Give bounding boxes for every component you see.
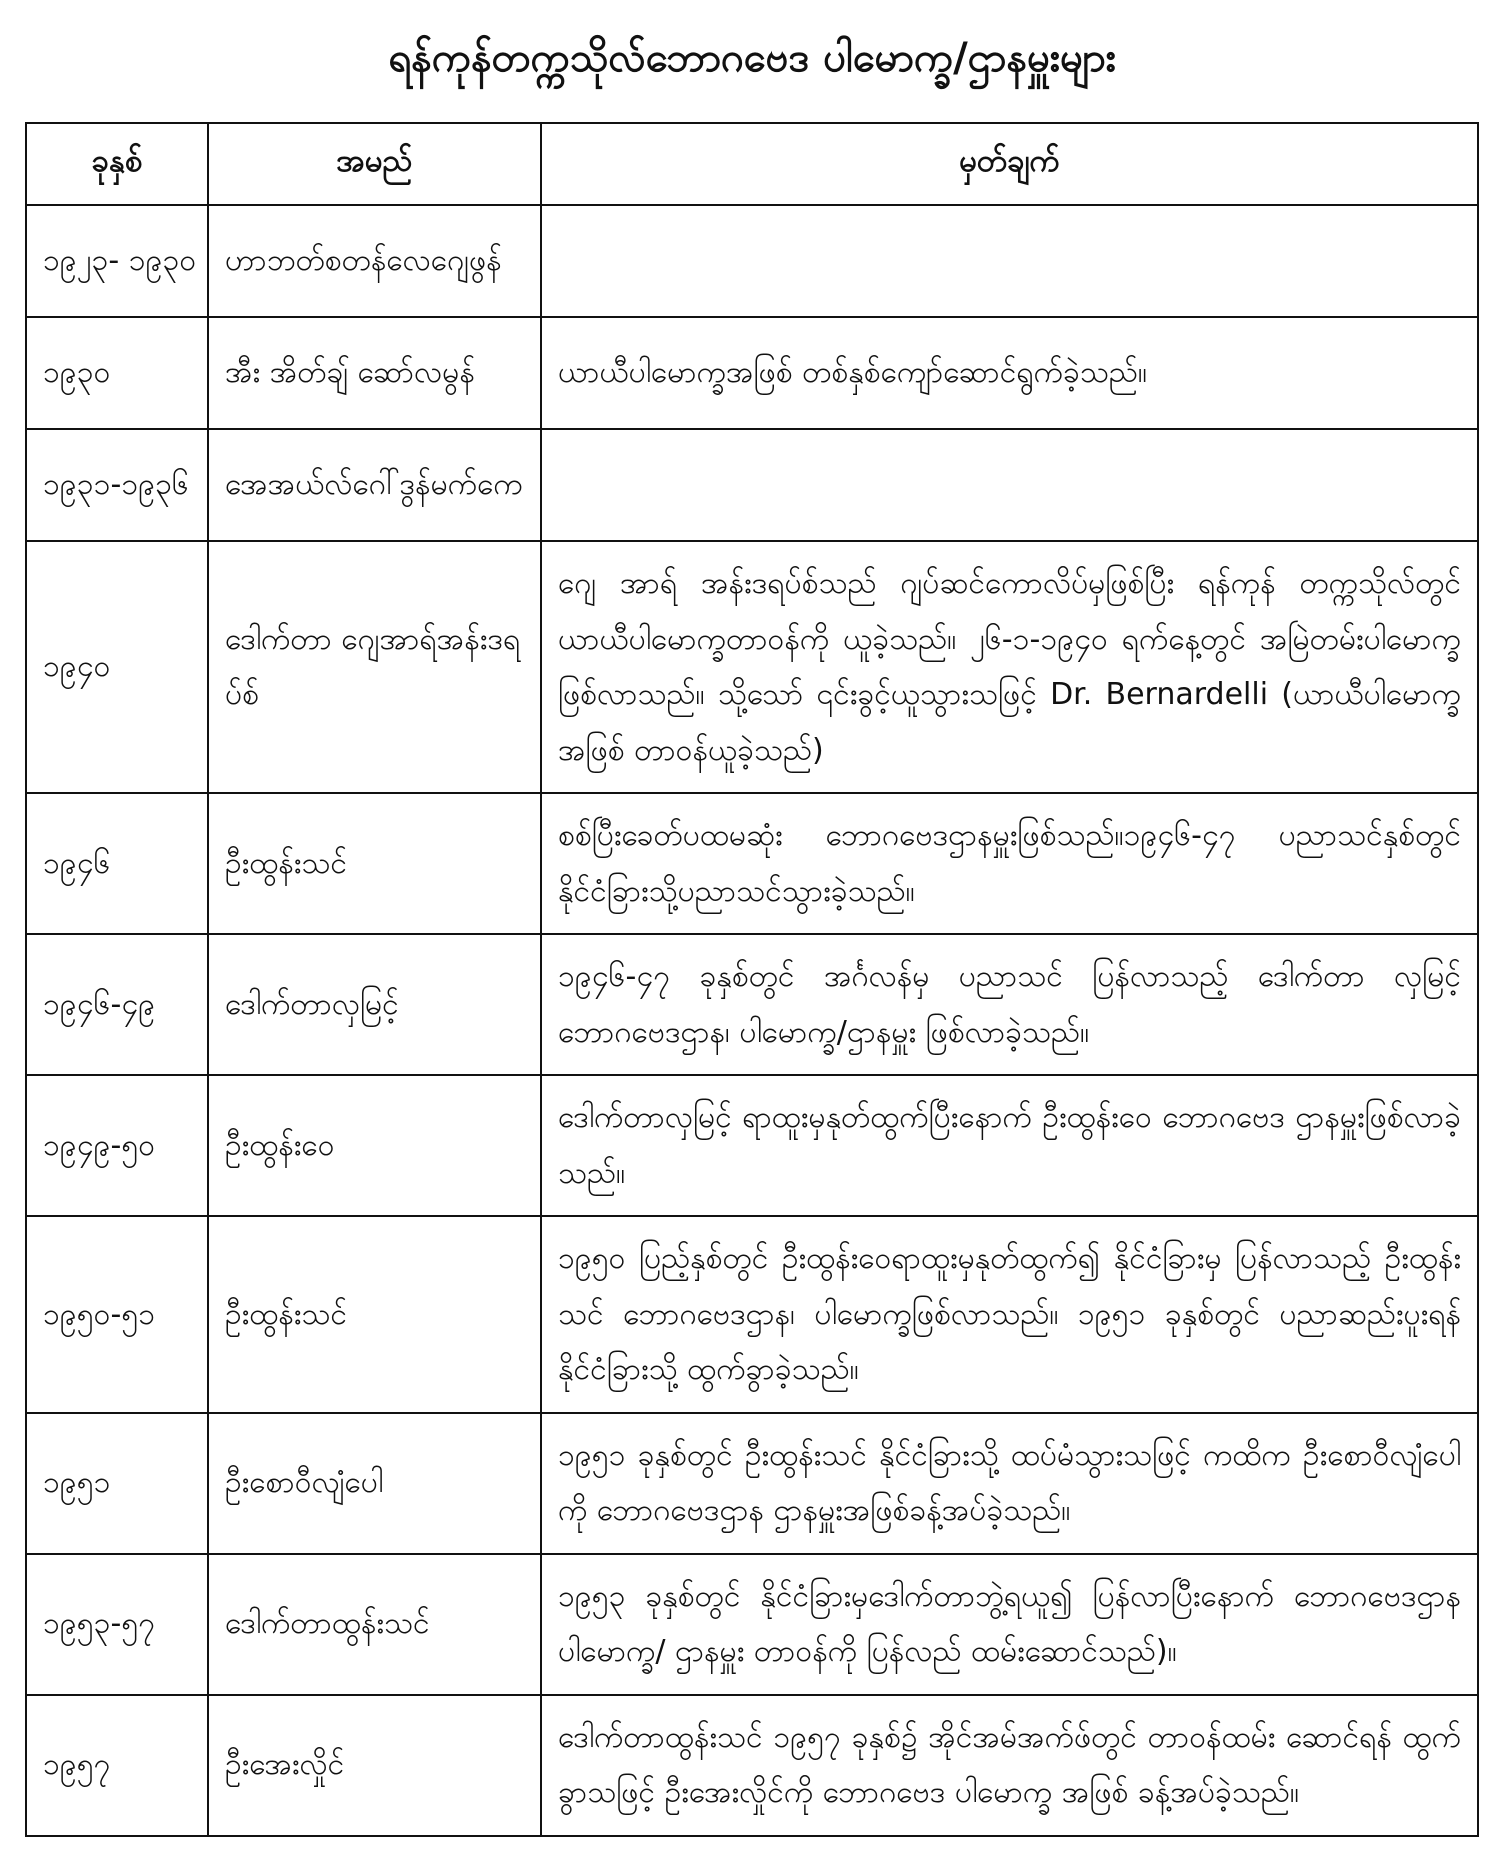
table-row <box>26 317 1478 429</box>
remark-cell <box>541 429 1478 541</box>
remark-cell: ဒေါက်တာထွန်းသင် ၁၉၅၇ ခုနှစ်၌ အိုင်အမ်အက်ဖ်တွင် တာဝန်ထမ်း ဆောင်ရန် ထွက်ခွာသဖြင့် ဦးအေးလှိုင်ကို ဘောဂဗေဒ ပါမောက္ခ အဖြစ် ခန့်အပ်ခဲ့သည်။ <box>541 1695 1478 1836</box>
name-cell: ဦးထွန်းသင် <box>208 1216 541 1413</box>
table-row <box>26 429 1478 541</box>
table-row <box>26 1216 1478 1413</box>
name-cell: ဦးစောဝီလျံပေါ <box>208 1413 541 1554</box>
table-body <box>26 205 1478 1836</box>
remark-cell: ၁၉၅၀ ပြည့်နှစ်တွင် ဦးထွန်းဝေရာထူးမှနုတ်ထွက်၍ နိုင်ငံခြားမှ ပြန်လာသည့် ဦးထွန်းသင် ဘောဂဗေဒဌာန၊ ပါမောက္ခဖြစ်လာသည်။ ၁၉၅၁ ခုနှစ်တွင် ပညာဆည်းပူးရန် နိုင်ငံခြားသို့ ထွက်ခွာခဲ့သည်။ <box>541 1216 1478 1413</box>
name-cell: ဒေါက်တာလှမြင့် <box>208 934 541 1075</box>
table-row <box>26 1413 1478 1554</box>
year-cell: ၁၉၄၆ <box>26 793 208 934</box>
table-row <box>26 934 1478 1075</box>
table-row <box>26 1695 1478 1836</box>
remark-cell <box>541 205 1478 317</box>
year-cell: ၁၉၅၀-၅၁ <box>26 1216 208 1413</box>
table-row <box>26 793 1478 934</box>
year-cell: ၁၉၂၃- ၁၉၃၀ <box>26 205 208 317</box>
year-cell: ၁၉၃၀ <box>26 317 208 429</box>
name-cell: အေအယ်လ်ဂေါ်ဒွန်မက်ကေ <box>208 429 541 541</box>
remark-cell: ၁၉၅၃ ခုနှစ်တွင် နိုင်ငံခြားမှဒေါက်တာဘွဲ့ရယူ၍ ပြန်လာပြီးနောက် ဘောဂဗေဒဌာန ပါမောက္ခ/ ဌာနမှူး တာဝန်ကို ပြန်လည် ထမ်းဆောင်သည်)။ <box>541 1554 1478 1695</box>
table-row <box>26 541 1478 793</box>
remark-cell: ဂျေ အာရ် အန်းဒရပ်စ်သည် ဂျပ်ဆင်ကောလိပ်မှဖြစ်ပြီး ရန်ကုန် တက္ကသိုလ်တွင် ယာယီပါမောက္ခတာဝန်ကို ယူခဲ့သည်။ ၂၆-၁-၁၉၄၀ ရက်နေ့တွင် အမြဲတမ်းပါမောက္ခဖြစ်လာသည်။ သို့သော် ၎င်းခွင့်ယူသွားသဖြင့် Dr. Bernardelli (ယာယီပါမောက္ခအဖြစ် တာဝန်ယူခဲ့သည်) <box>541 541 1478 793</box>
table-row <box>26 1075 1478 1216</box>
year-cell: ၁၉၅၃-၅၇ <box>26 1554 208 1695</box>
column-header-name: အမည် <box>208 123 541 205</box>
table-row <box>26 1554 1478 1695</box>
page-title: ရန်ကုန်တက္ကသိုလ်ဘောဂဗေဒ ပါမောက္ခ/ဌာနမှူးများ <box>388 35 1116 81</box>
name-cell: ဟာဘတ်စတန်လေဂျေဖွန် <box>208 205 541 317</box>
name-cell: ဦးထွန်းဝေ <box>208 1075 541 1216</box>
year-cell: ၁၉၅၇ <box>26 1695 208 1836</box>
table-row <box>26 205 1478 317</box>
year-cell: ၁၉၄၀ <box>26 541 208 793</box>
column-header-remark: မှတ်ချက် <box>541 123 1478 205</box>
header-row <box>26 123 1478 205</box>
remark-cell: ၁၉၄၆-၄၇ ခုနှစ်တွင် အင်္ဂလန်မှ ပညာသင် ပြန်လာသည့် ဒေါက်တာ လှမြင့် ဘောဂဗေဒဌာန၊ ပါမောက္ခ/ဌာနမှူး ဖြစ်လာခဲ့သည်။ <box>541 934 1478 1075</box>
year-cell: ၁၉၃၁-၁၉၃၆ <box>26 429 208 541</box>
name-cell: ဦးထွန်းသင် <box>208 793 541 934</box>
year-cell: ၁၉၄၉-၅၀ <box>26 1075 208 1216</box>
remark-cell: ၁၉၅၁ ခုနှစ်တွင် ဦးထွန်းသင် နိုင်ငံခြားသို့ ထပ်မံသွားသဖြင့် ကထိက ဦးစောဝီလျံပေါကို ဘောဂဗေဒဌာန ဌာနမှူးအဖြစ်ခန့်အပ်ခဲ့သည်။ <box>541 1413 1478 1554</box>
name-cell: ဦးအေးလှိုင် <box>208 1695 541 1836</box>
name-cell: အီး အိတ်ချ် ဆော်လမွန် <box>208 317 541 429</box>
name-cell: ဒေါက်တာထွန်းသင် <box>208 1554 541 1695</box>
remark-cell: စစ်ပြီးခေတ်ပထမဆုံး ဘောဂဗေဒဌာနမှူးဖြစ်သည်။၁၉၄၆-၄၇ ပညာသင်နှစ်တွင် နိုင်ငံခြားသို့ပညာသင်သွားခဲ့သည်။ <box>541 793 1478 934</box>
name-cell: ဒေါက်တာ ဂျေအာရ်အန်းဒရပ်စ် <box>208 541 541 793</box>
professors-table <box>25 122 1479 1837</box>
remark-cell: ယာယီပါမောက္ခအဖြစ် တစ်နှစ်ကျော်ဆောင်ရွက်ခဲ့သည်။ <box>541 317 1478 429</box>
remark-cell: ဒေါက်တာလှမြင့် ရာထူးမှနုတ်ထွက်ပြီးနောက် ဦးထွန်းဝေ ဘောဂဗေဒ ဌာနမှူးဖြစ်လာခဲ့သည်။ <box>541 1075 1478 1216</box>
year-cell: ၁၉၅၁ <box>26 1413 208 1554</box>
column-header-year: ခုနှစ် <box>26 123 208 205</box>
year-cell: ၁၉၄၆-၄၉ <box>26 934 208 1075</box>
